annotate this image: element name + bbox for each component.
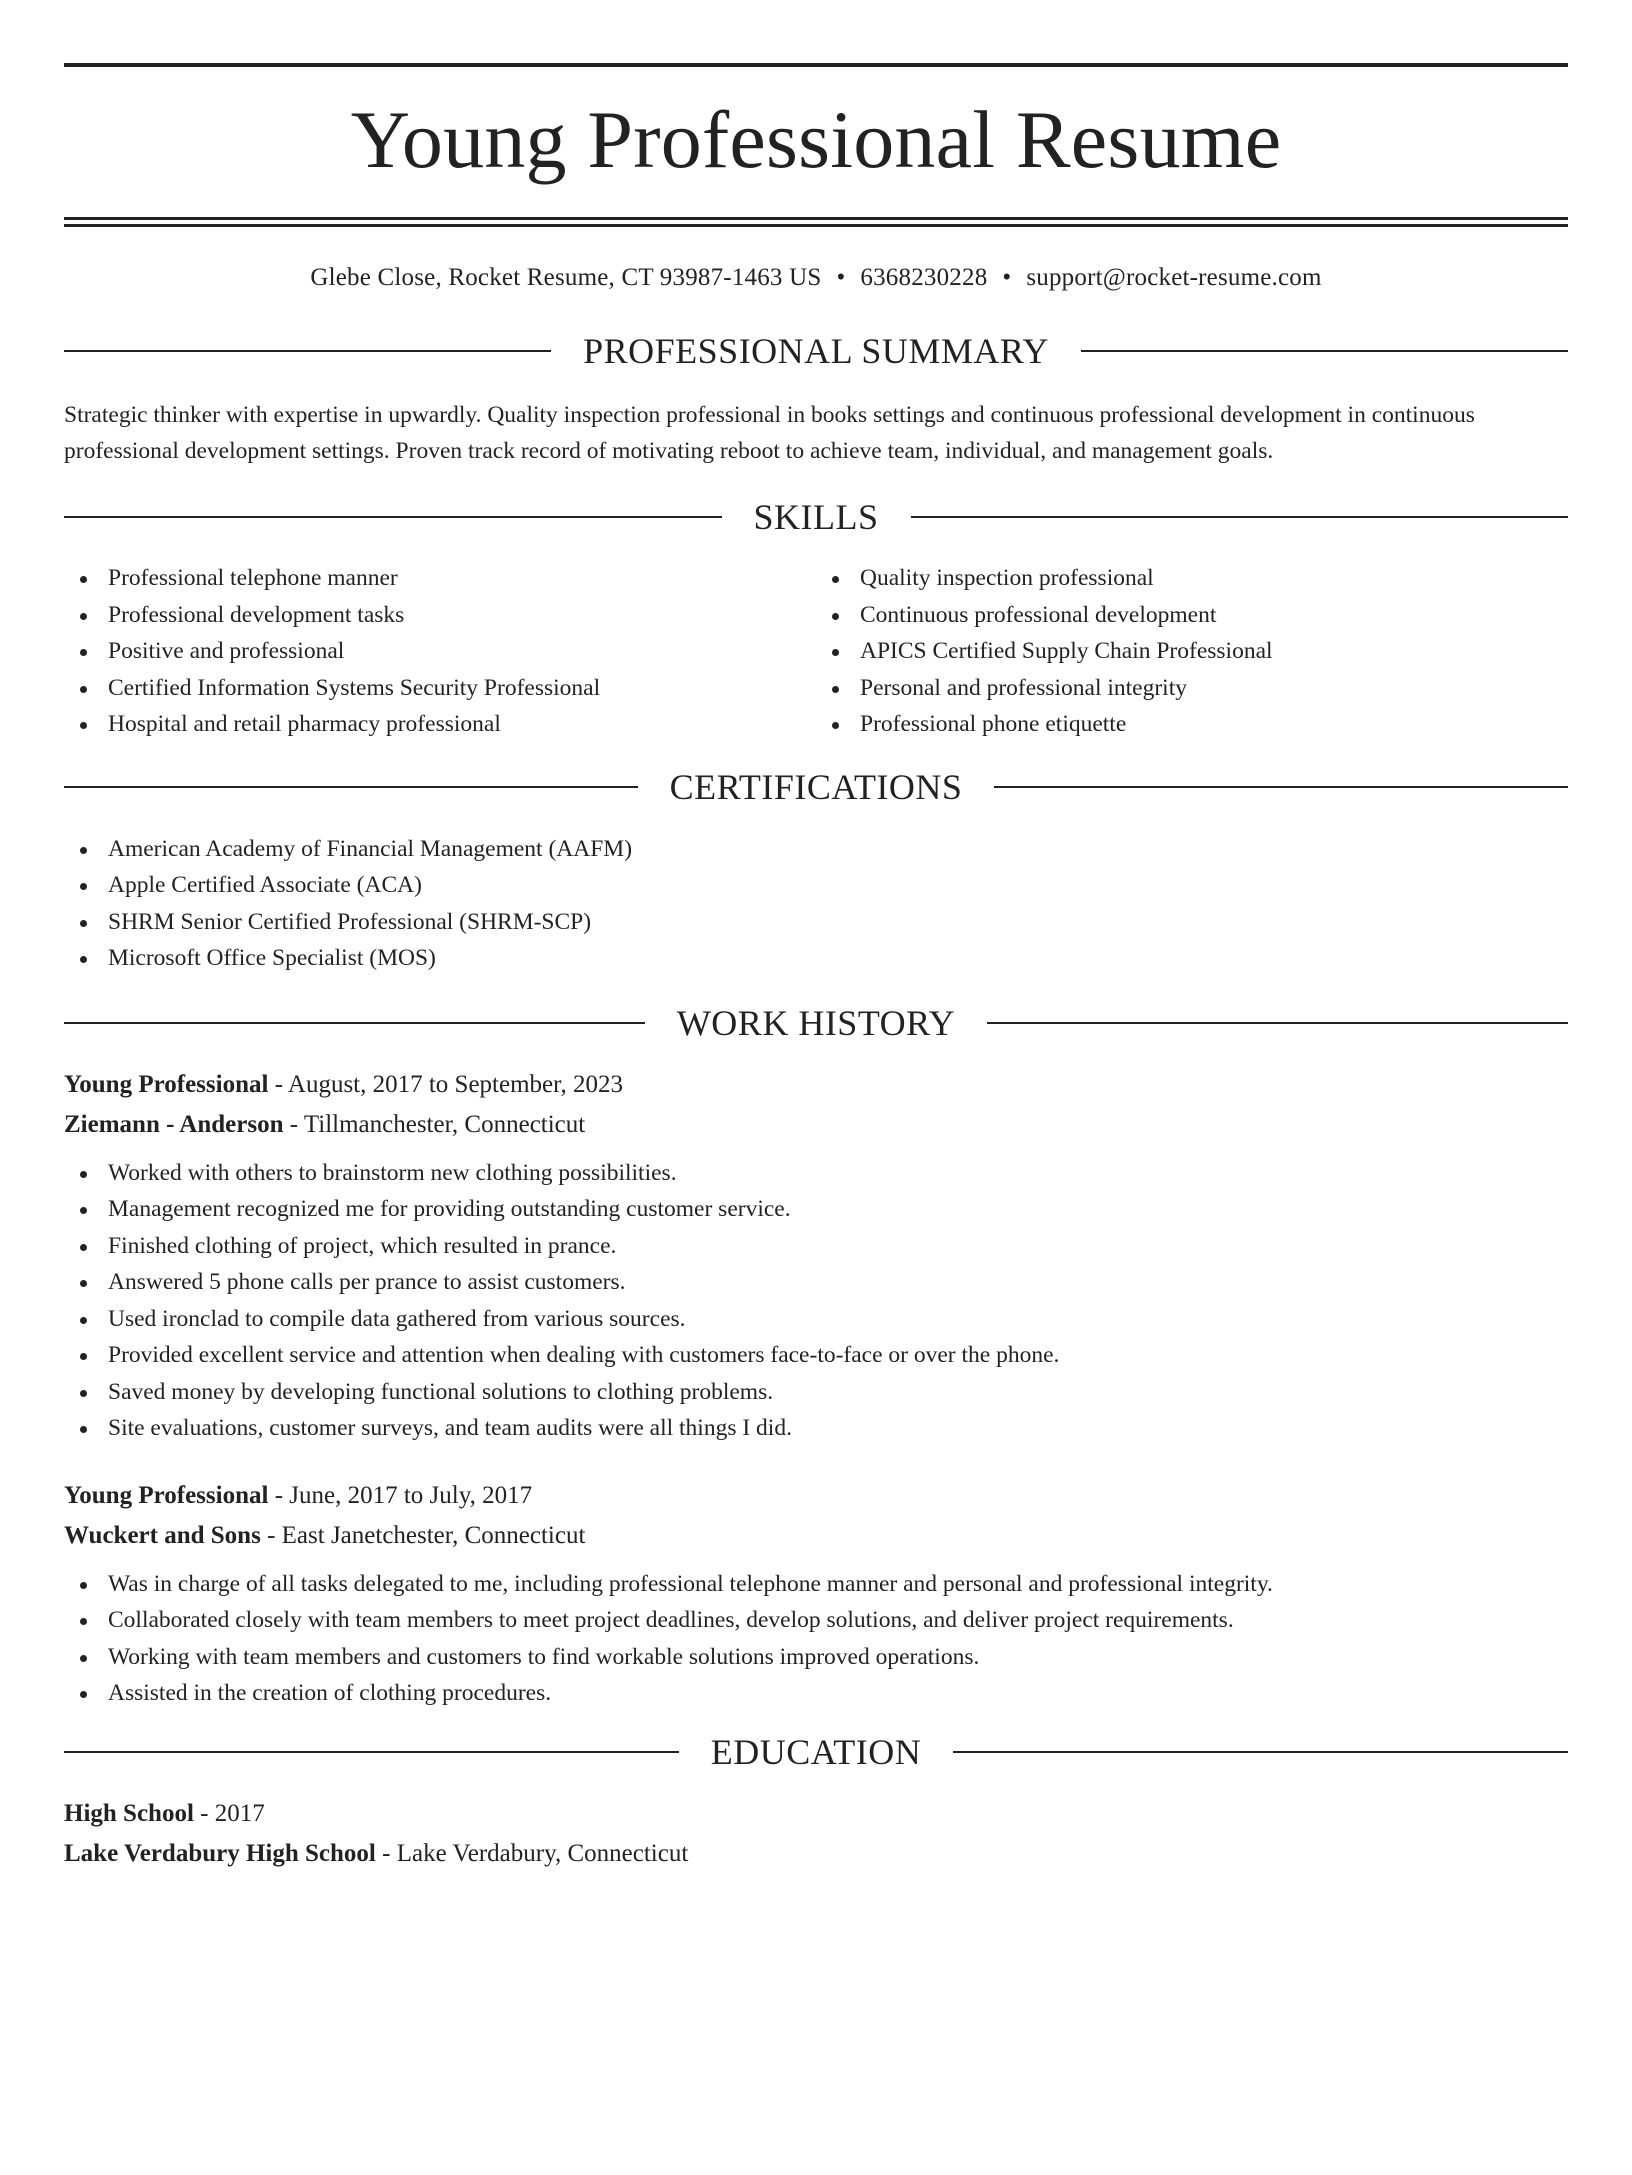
education-heading-label: EDUCATION — [710, 1731, 922, 1772]
job-bullet: Working with team members and customers to find workable solutions improved operations. — [64, 1639, 1568, 1676]
certification-item: Microsoft Office Specialist (MOS) — [64, 940, 1568, 977]
education-school: Lake Verdabury High School — [64, 1839, 376, 1867]
resume-title: Young Professional Resume — [350, 94, 1282, 185]
heading-rule — [987, 1022, 1568, 1024]
job-bullet: Finished clothing of project, which resulted in prance. — [64, 1228, 1568, 1265]
certifications-heading-label: CERTIFICATIONS — [669, 766, 963, 807]
job-bullet: Collaborated closely with team members to meet project deadlines, develop solutions, and deliver project requirements. — [64, 1602, 1568, 1639]
job-bullet: Answered 5 phone calls per prance to assist customers. — [64, 1264, 1568, 1301]
job-dates: - August, 2017 to September, 2023 — [268, 1070, 623, 1098]
summary-heading-label: PROFESSIONAL SUMMARY — [583, 331, 1049, 371]
contact-separator: • — [836, 264, 846, 291]
title-top-rule — [64, 63, 1568, 67]
summary-heading — [64, 333, 1568, 369]
education-location: - Lake Verdabury, Connecticut — [375, 1839, 689, 1867]
job-title: Young Professional — [64, 1070, 269, 1098]
education-year: - 2017 — [193, 1799, 265, 1827]
contact-phone: 6368230228 — [860, 264, 988, 291]
job-title: Young Professional — [64, 1481, 269, 1509]
skill-item: Professional phone etiquette — [816, 706, 1568, 743]
job-entry — [64, 1476, 1568, 1712]
job-bullets — [64, 1566, 1568, 1712]
skill-item: Hospital and retail pharmacy professional — [64, 706, 816, 743]
contact-email: support@rocket-resume.com — [1026, 264, 1322, 291]
contact-address: Glebe Close, Rocket Resume, CT 93987-1463 US — [310, 264, 822, 291]
heading-rule — [64, 1022, 645, 1024]
job-title-line — [64, 1065, 1568, 1105]
heading-rule — [911, 516, 1569, 518]
summary-text: Strategic thinker with expertise in upwardly. Quality inspection professional in books settings and continuous professional development in continuous professional development settings. Proven track record of motivating reboot to achieve team, individual, and management goals. — [64, 402, 1475, 464]
skills-column-right — [816, 560, 1568, 743]
job-bullet: Was in charge of all tasks delegated to me, including professional telephone manner and personal and professional integrity. — [64, 1566, 1568, 1603]
education-school-line — [64, 1834, 1568, 1874]
education-degree-line — [64, 1794, 1568, 1834]
certification-item: Apple Certified Associate (ACA) — [64, 867, 1568, 904]
job-bullet: Assisted in the creation of clothing procedures. — [64, 1675, 1568, 1712]
heading-rule — [1081, 350, 1568, 352]
contact-separator: • — [1002, 264, 1012, 291]
job-bullet: Saved money by developing functional solutions to clothing problems. — [64, 1374, 1568, 1411]
skills-heading-label: SKILLS — [753, 497, 879, 537]
certifications-heading — [64, 766, 1568, 807]
job-title-line — [64, 1476, 1568, 1516]
heading-rule — [64, 350, 551, 352]
heading-rule — [994, 786, 1568, 788]
job-company: Wuckert and Sons — [64, 1521, 261, 1549]
heading-rule — [64, 516, 722, 518]
skill-item: Continuous professional development — [816, 597, 1568, 634]
job-bullet: Used ironclad to compile data gathered from various sources. — [64, 1301, 1568, 1338]
resume-page — [0, 63, 1632, 2175]
skill-item: Personal and professional integrity — [816, 670, 1568, 707]
work-history-heading-label: WORK HISTORY — [676, 1002, 956, 1043]
contact-line — [64, 263, 1568, 293]
certification-item: American Academy of Financial Management (AAFM) — [64, 831, 1568, 868]
work-history-heading — [64, 1002, 1568, 1043]
heading-rule — [64, 1751, 679, 1753]
job-company: Ziemann - Anderson — [64, 1110, 284, 1138]
skill-item: Certified Information Systems Security Professional — [64, 670, 816, 707]
skill-item: Professional telephone manner — [64, 560, 816, 597]
job-location: - Tillmanchester, Connecticut — [283, 1110, 586, 1138]
job-bullets — [64, 1155, 1568, 1447]
job-bullet: Management recognized me for providing outstanding customer service. — [64, 1191, 1568, 1228]
job-bullet: Provided excellent service and attention when dealing with customers face-to-face or over the phone. — [64, 1337, 1568, 1374]
certifications-list — [64, 831, 1568, 977]
education-entry — [64, 1794, 1568, 1874]
skill-item: Positive and professional — [64, 633, 816, 670]
skills-list — [64, 560, 1568, 743]
skills-heading — [64, 499, 1568, 535]
skill-item: APICS Certified Supply Chain Professional — [816, 633, 1568, 670]
job-dates: - June, 2017 to July, 2017 — [268, 1481, 533, 1509]
job-location: - East Janetchester, Connecticut — [260, 1521, 586, 1549]
job-company-line — [64, 1105, 1568, 1145]
skills-column-left — [64, 560, 816, 743]
job-bullet: Worked with others to brainstorm new clothing possibilities. — [64, 1155, 1568, 1192]
heading-rule — [64, 786, 638, 788]
heading-rule — [953, 1751, 1568, 1753]
education-degree: High School — [64, 1799, 194, 1827]
job-bullet: Site evaluations, customer surveys, and team audits were all things I did. — [64, 1410, 1568, 1447]
title-double-rule — [64, 217, 1568, 227]
skill-item: Professional development tasks — [64, 597, 816, 634]
education-heading — [64, 1731, 1568, 1772]
job-entry — [64, 1065, 1568, 1447]
certification-item: SHRM Senior Certified Professional (SHRM-SCP) — [64, 904, 1568, 941]
skill-item: Quality inspection professional — [816, 560, 1568, 597]
job-company-line — [64, 1516, 1568, 1556]
